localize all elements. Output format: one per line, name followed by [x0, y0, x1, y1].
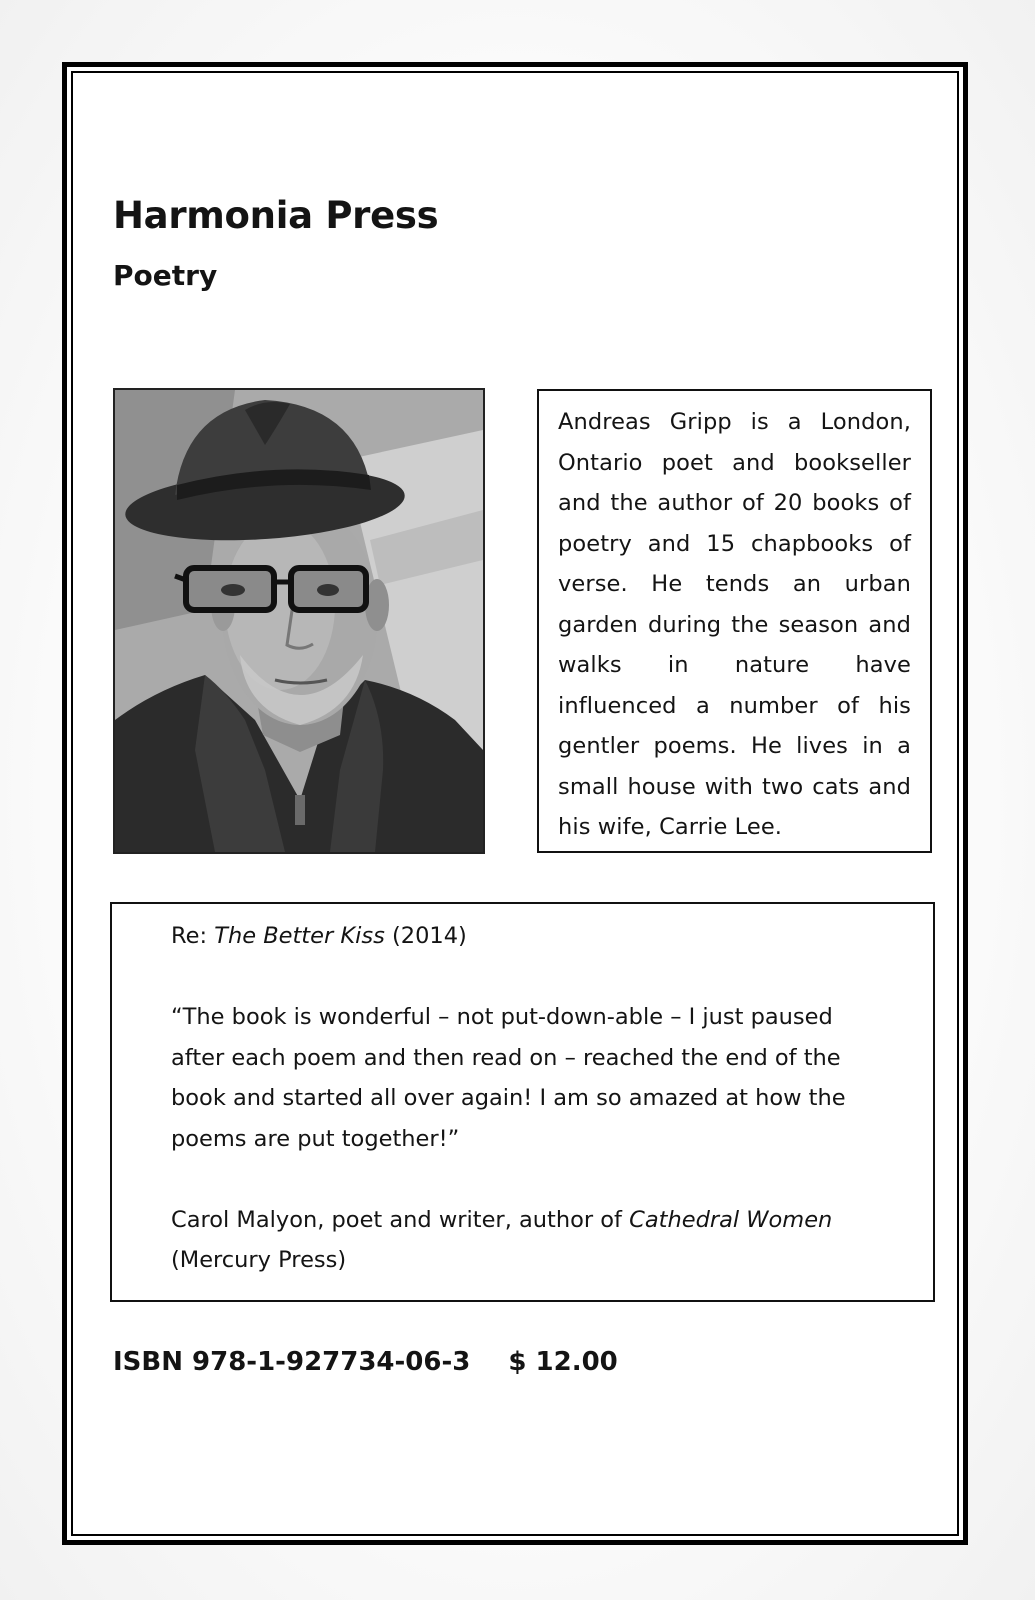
review-heading: [171, 916, 873, 957]
genre-subtitle: Poetry: [113, 259, 218, 292]
author-photo: [113, 388, 485, 854]
attribution-text: Carol Malyon, poet and writer, author of: [171, 1206, 630, 1233]
publisher-title: Harmonia Press: [113, 194, 439, 237]
author-bio-box: [537, 389, 932, 853]
review-book-year: (2014): [384, 923, 467, 949]
review-quote: “The book is wonderful – not put-down-able – I just paused after each poem and then read on – reached the end of the book and started all over again! I am so amazed at how the poems are put together!”: [171, 1004, 846, 1152]
review-attribution: [171, 1200, 873, 1281]
review-re-prefix: Re:: [171, 923, 215, 949]
review-box: [110, 902, 935, 1302]
author-bio-text: Andreas Gripp is a London, Ontario poet and bookseller and the author of 20 books of poetry and 15 chapbooks of verse. He tends an urban garden during the season and walks in nature have influenced a number of his gentler poems. He lives in a small house with two cats and his wife, Carrie Lee.: [558, 409, 911, 840]
isbn-label: ISBN 978-1-927734-06-3: [113, 1347, 471, 1377]
price-label: $ 12.00: [508, 1347, 618, 1377]
review-book-title: The Better Kiss: [214, 923, 385, 949]
attribution-book: Cathedral Women: [629, 1206, 833, 1233]
attribution-publisher: (Mercury Press): [171, 1247, 347, 1273]
book-footer: [113, 1347, 618, 1377]
